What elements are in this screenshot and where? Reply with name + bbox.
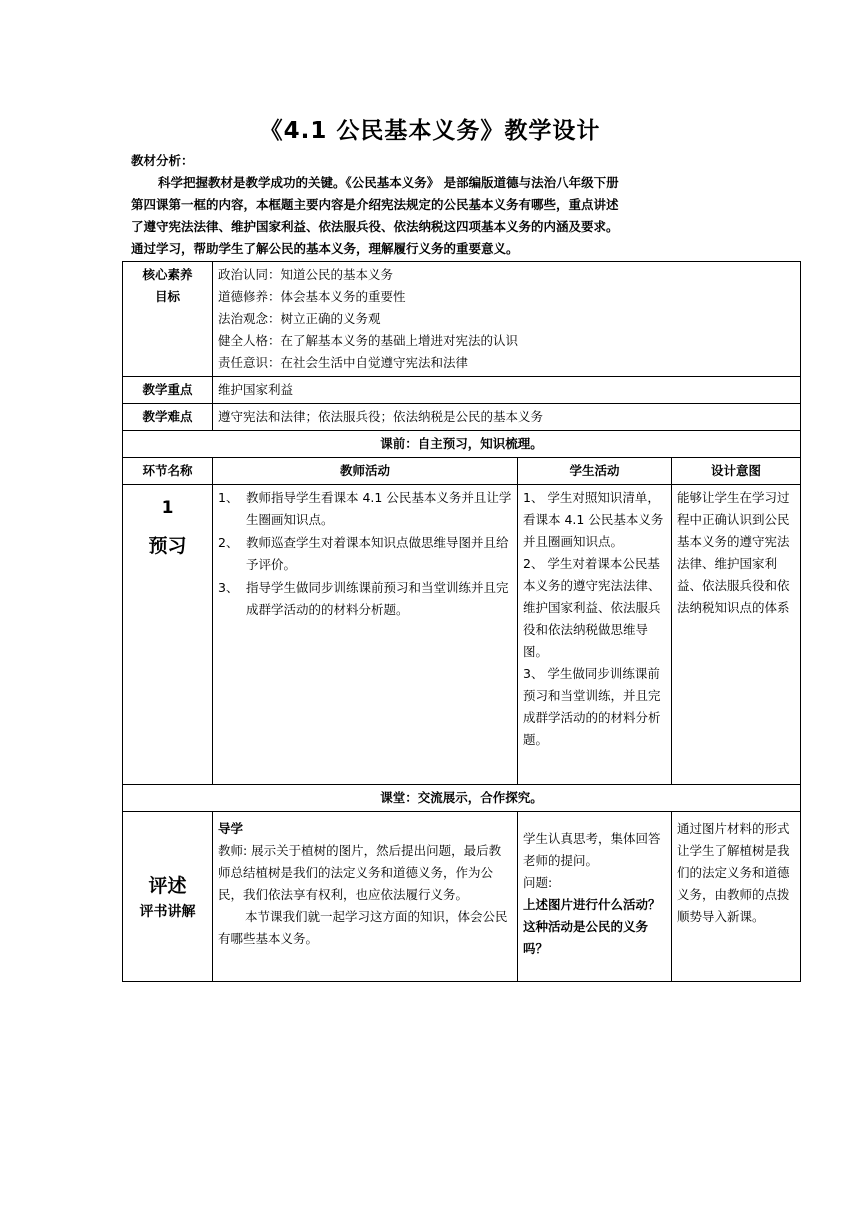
analysis-line: 科学把握教材是教学成功的关键。《公民基本义务》 是部编版道德与法治八年级下册 (158, 175, 619, 190)
analysis-line: 了遵守宪法法律、维护国家利益、依法服兵役、依法纳税这四项基本义务的内涵及要求。 (131, 219, 619, 234)
header-teacher: 教师活动 (213, 458, 518, 485)
header-design: 设计意图 (672, 458, 801, 485)
core-item: 政治认同：知道公民的基本义务 (218, 267, 394, 282)
preview-design: 能够让学生在学习过程中正确认识到公民基本义务的遵守宪法法律、维护国家利益、依法服兵役和依法纳税知识点的体系 (672, 485, 801, 785)
stage-name: 预习 (148, 535, 187, 557)
difficult-point-label: 教学难点 (123, 404, 213, 431)
core-literacy-row (123, 262, 801, 377)
analysis-line: 通过学习，帮助学生了解公民的基本义务，理解履行义务的重要意义。 (131, 241, 519, 256)
header-row (123, 458, 801, 485)
review-design: 通过图片材料的形式让学生了解植树是我们的法定义务和道德义务，由教师的点拨顺势导入新课。 (672, 812, 801, 982)
section-row (123, 785, 801, 812)
section-in-class: 课堂：交流展示，合作探究。 (123, 785, 801, 812)
guide-title: 导学 (218, 821, 244, 836)
review-stage (123, 812, 213, 982)
difficult-point-value: 遵守宪法和法律；依法服兵役；依法纳税是公民的基本义务 (213, 404, 801, 431)
review-row (123, 812, 801, 982)
analysis-label: 教材分析： (131, 153, 194, 168)
core-literacy-label: 核心素养 目标 (123, 262, 213, 377)
review-teacher: 导学 教师: 展示关于植树的图片，然后提出问题，最后教师总结植树是我们的法定义务和道德义务，作为公民，我们依法享有权利，也应依法履行义务。 本节课我们就一起学习这方面的知识，体会公民有哪些基本义务。 (213, 812, 518, 982)
analysis-line: 第四课第一框的内容，本框题主要内容是介绍宪法规定的公民基本义务有哪些，重点讲述 (131, 197, 619, 212)
core-item: 健全人格：在了解基本义务的基础上增进对宪法的认识 (218, 333, 519, 348)
difficult-point-row (123, 404, 801, 431)
preview-row (123, 485, 801, 785)
core-item: 道德修养：体会基本义务的重要性 (218, 289, 406, 304)
preview-student (518, 485, 672, 785)
core-item: 责任意识：在社会生活中自觉遵守宪法和法律 (218, 355, 469, 370)
header-stage: 环节名称 (123, 458, 213, 485)
stage-subname: 评书讲解 (139, 903, 196, 920)
stage-name: 评述 (148, 874, 187, 897)
list-item: 3、 学生做同步训练课前预习和当堂训练，并且完成群学活动的的材料分析题。 (523, 666, 661, 747)
review-student: 学生认真思考，集体回答老师的提问。 问题: 上述图片进行什么活动？这种活动是公民的义务吗？ (518, 812, 672, 982)
lesson-plan-table (122, 261, 801, 982)
list-item: 1、 学生对照知识清单，看课本 4.1 公民基本义务并且圈画知识点。 (523, 490, 664, 549)
key-point-value: 维护国家利益 (213, 377, 801, 404)
section-before-class: 课前：自主预习，知识梳理。 (123, 431, 801, 458)
list-item: 2、 学生对着课本公民基本义务的遵守宪法法律、维护国家利益、依法服兵役和依法纳税做思维导图。 (523, 556, 661, 659)
key-point-label: 教学重点 (123, 377, 213, 404)
core-literacy-items (213, 262, 801, 377)
page-title: 《4.1 公民基本义务》教学设计 (259, 118, 601, 144)
material-analysis (131, 150, 811, 260)
list-item: 2、 教师巡查学生对着课本知识点做思维导图并且给予评价。 (218, 535, 509, 572)
preview-teacher (213, 485, 518, 785)
stage-number: 1 (161, 498, 174, 518)
section-row (123, 431, 801, 458)
list-item: 3、 指导学生做同步训练课前预习和当堂训练并且完成群学活动的的材料分析题。 (218, 580, 509, 617)
core-item: 法治观念：树立正确的义务观 (218, 311, 381, 326)
header-student: 学生活动 (518, 458, 672, 485)
preview-stage (123, 485, 213, 785)
list-item: 1、 教师指导学生看课本 4.1 公民基本义务并且让学生圈画知识点。 (218, 490, 512, 527)
key-point-row (123, 377, 801, 404)
